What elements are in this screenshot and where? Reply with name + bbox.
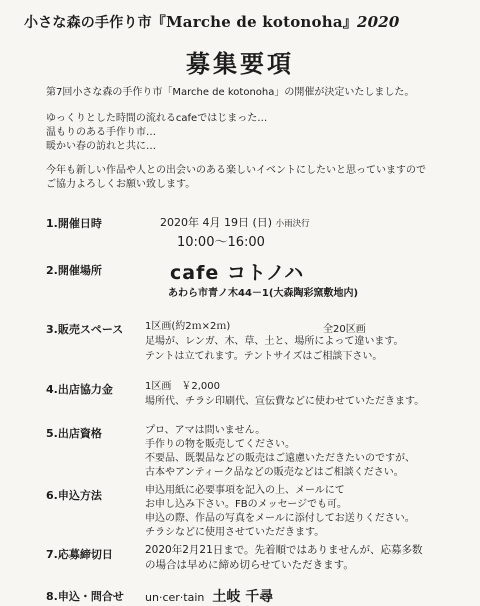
apply-line-2: お申し込み下さい。FBのメッセージでも可。 bbox=[145, 499, 348, 510]
space-ground-note: 足場が、レンガ、木、草、土と、場所によって違います。 bbox=[145, 336, 404, 347]
intro-line-5: ご協力よろしくお願い致します。 bbox=[46, 179, 196, 190]
apply-line-1: 申込用紙に必要事項を記入の上、メールにて bbox=[145, 485, 345, 496]
venue-name: cafe コトノハ bbox=[170, 262, 305, 284]
intro-line-2: 温もりのある手作り市… bbox=[46, 127, 156, 138]
event-date-value: 2020年 4月 19日 (日) bbox=[160, 216, 273, 229]
event-time: 10:00〜16:00 bbox=[177, 235, 265, 250]
section-label-date: 1.開催日時 bbox=[46, 217, 102, 230]
intro-line-1: ゆっくりとした時間の流れるcafeではじまった… bbox=[46, 113, 268, 124]
eligibility-line-2: 手作りの物を販売してください。 bbox=[145, 439, 295, 450]
space-size: 1区画(約2ｍ×2ｍ) bbox=[145, 321, 231, 332]
intro-announcement: 第7回小さな森の手作り市「Marche de kotonoha」の開催が決定いたしました。 bbox=[46, 87, 415, 98]
fee-amount: 1区画 ￥2,000 bbox=[145, 381, 220, 392]
page-title: 募集要項 bbox=[186, 50, 294, 78]
fee-usage: 場所代、チラシ印刷代、宣伝費などに使わせていただきます。 bbox=[145, 396, 425, 407]
contact-info bbox=[145, 586, 273, 606]
space-total: 全20区画 bbox=[323, 324, 366, 335]
section-label-apply: 6.申込方法 bbox=[46, 489, 102, 502]
intro-line-3: 暖かい春の訪れと共に… bbox=[46, 141, 156, 152]
eligibility-line-4: 古本やアンティーク品などの販売などはご相談ください。 bbox=[145, 467, 404, 478]
deadline-line-1: 2020年2月21日まで。先着順ではありませんが、応募多数 bbox=[145, 544, 423, 556]
section-label-space: 3.販売スペース bbox=[46, 323, 124, 336]
header-line bbox=[24, 12, 464, 32]
header-prefix: 小さな森の手作り市『 bbox=[24, 15, 166, 31]
contact-name: 土岐 千尋 bbox=[212, 589, 274, 605]
contact-org: un·cer·tain bbox=[145, 591, 205, 604]
event-name: Marche de kotonoha bbox=[166, 13, 343, 31]
deadline-line-2: の場合は早めに締め切らせていただきます。 bbox=[145, 559, 354, 571]
intro-line-4: 今年も新しい作品や人との出会いのある楽しいイベントにしたいと思っていますので bbox=[46, 165, 426, 176]
eligibility-line-3: 不要品、既製品などの販売はご遠慮いただきたいのですが、 bbox=[145, 453, 415, 464]
event-year: 2020 bbox=[356, 13, 400, 31]
apply-line-3: 申込の際、作品の写真をメールに添付してお送りください。 bbox=[145, 513, 415, 524]
header-suffix: 』 bbox=[342, 15, 357, 31]
space-tent-note: テントは立てれます。テントサイズはご相談下さい。 bbox=[145, 351, 383, 362]
event-date bbox=[160, 214, 310, 230]
eligibility-line-1: プロ、アマは問いません。 bbox=[145, 425, 266, 436]
section-label-fee: 4.出店協力金 bbox=[46, 383, 113, 396]
rain-note: 小雨決行 bbox=[275, 219, 310, 229]
section-label-deadline: 7.応募締切日 bbox=[46, 548, 113, 561]
venue-address: あわら市青ノ木44－1(大森陶彩窯敷地内) bbox=[168, 288, 359, 299]
section-label-eligibility: 5.出店資格 bbox=[46, 427, 102, 440]
apply-line-4: チラシなどに使用させていただきます。 bbox=[145, 527, 325, 538]
section-label-venue: 2.開催場所 bbox=[46, 264, 102, 277]
section-label-contact: 8.申込・問合せ bbox=[46, 590, 124, 603]
